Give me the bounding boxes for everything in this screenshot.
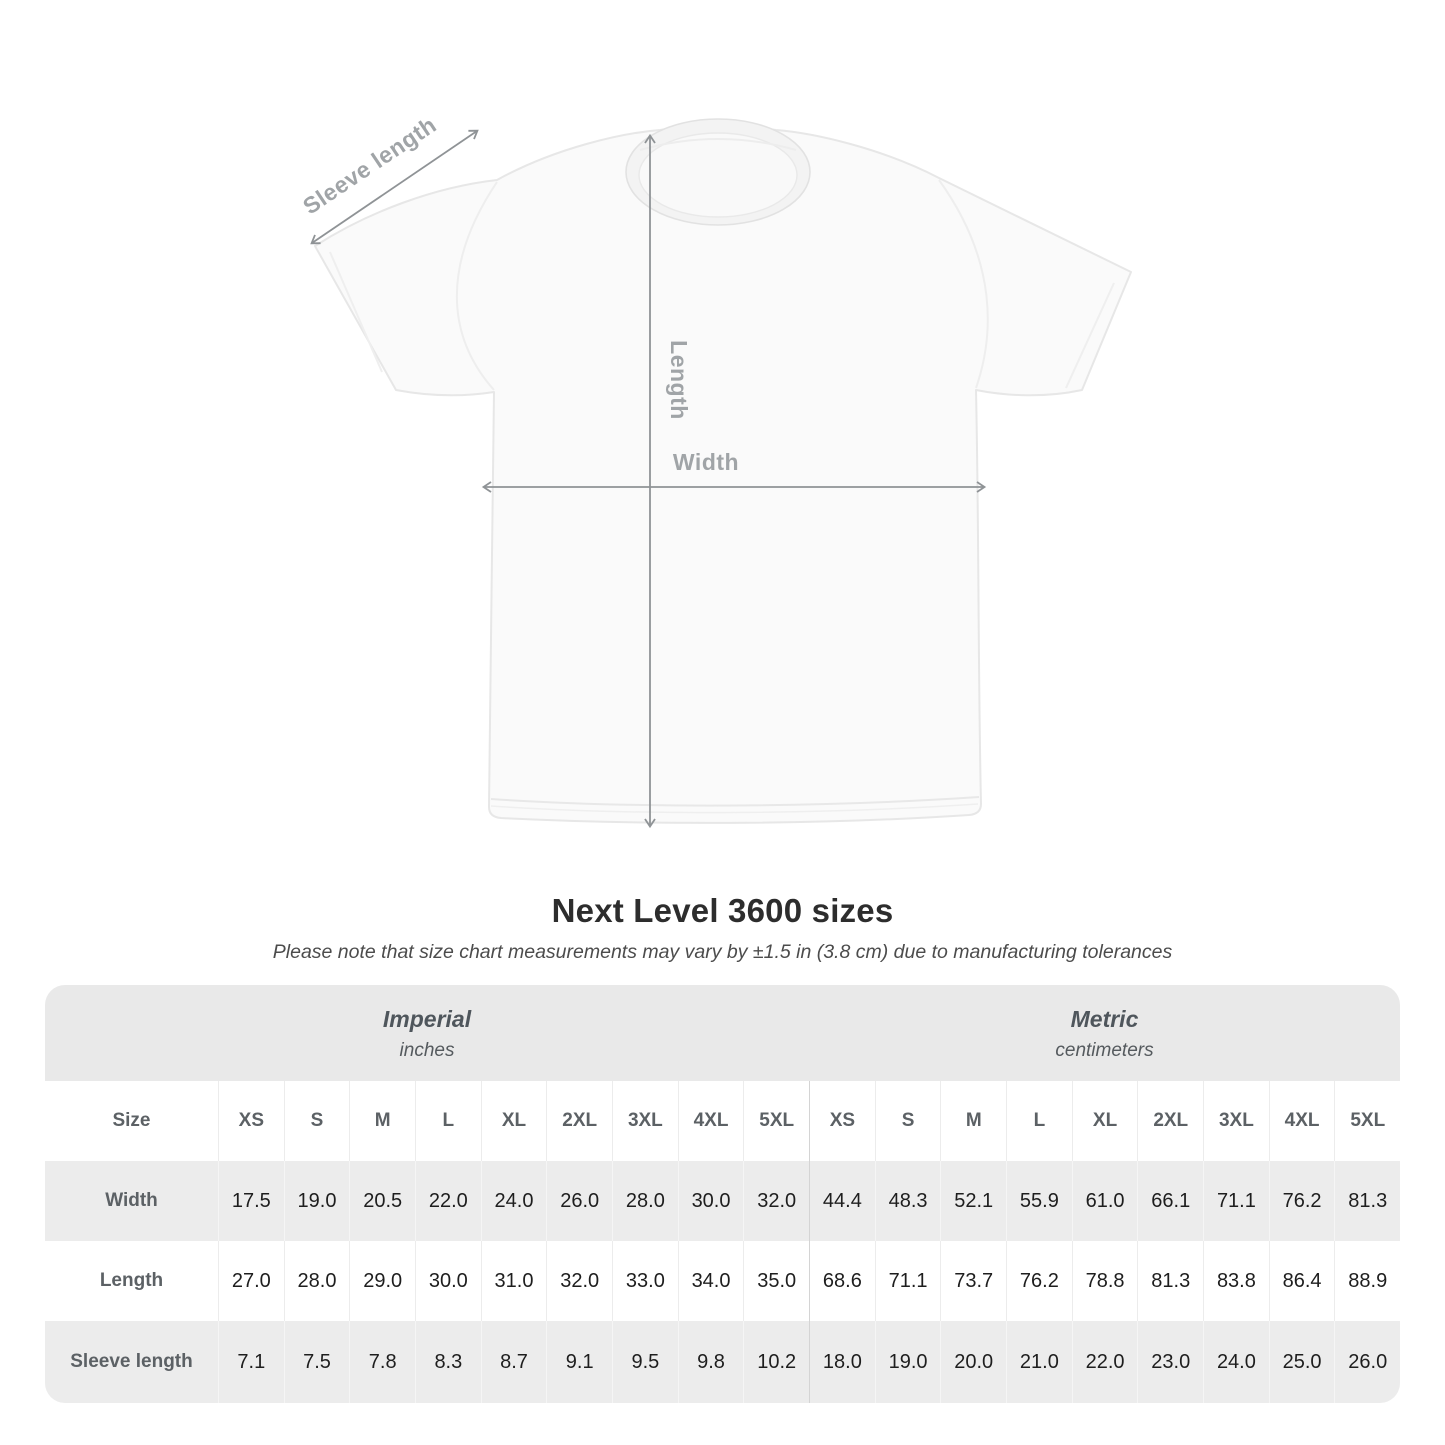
row-label-length: Length	[99, 1270, 164, 1291]
measurement-cell-length-imperial-l: 30.0	[415, 1241, 481, 1321]
row-label-sleeve-length: Sleeve length	[70, 1351, 193, 1372]
size-col-header-metric-l: L	[1006, 1081, 1072, 1161]
measurement-cell-width-metric-2xl: 66.1	[1137, 1161, 1203, 1241]
measurement-cell-sleeve_length-metric-5xl: 26.0	[1334, 1321, 1400, 1403]
size-col-header-imperial-3xl: 3XL	[612, 1081, 678, 1161]
size-col-header-imperial-5xl: 5XL	[743, 1081, 809, 1161]
measurement-cell-width-metric-xs: 44.4	[809, 1161, 875, 1241]
measurement-cell-sleeve_length-imperial-5xl: 10.2	[743, 1321, 809, 1403]
measurement-cell-length-metric-5xl: 88.9	[1334, 1241, 1400, 1321]
size-col-header-metric-2xl: 2XL	[1137, 1081, 1203, 1161]
measurement-cell-length-imperial-m: 29.0	[349, 1241, 415, 1321]
size-col-header-imperial-l: L	[415, 1081, 481, 1161]
measurement-cell-sleeve_length-metric-m: 20.0	[940, 1321, 1006, 1403]
measurement-cell-width-metric-4xl: 76.2	[1269, 1161, 1335, 1241]
unit-group-imperial	[45, 985, 809, 1081]
length-label: Length	[666, 340, 692, 420]
measurement-cell-length-imperial-s: 28.0	[284, 1241, 350, 1321]
size-col-header-metric-xl: XL	[1072, 1081, 1138, 1161]
measurement-cell-width-imperial-4xl: 30.0	[678, 1161, 744, 1241]
measurement-cell-sleeve_length-metric-s: 19.0	[875, 1321, 941, 1403]
size-table	[45, 985, 1400, 1403]
measurement-cell-length-metric-s: 71.1	[875, 1241, 941, 1321]
measurement-cell-sleeve_length-metric-xs: 18.0	[809, 1321, 875, 1403]
collar	[626, 119, 810, 225]
measurement-cell-width-imperial-s: 19.0	[284, 1161, 350, 1241]
measurement-cell-length-metric-2xl: 81.3	[1137, 1241, 1203, 1321]
measurement-cell-sleeve_length-metric-3xl: 24.0	[1203, 1321, 1269, 1403]
measurement-cell-width-metric-5xl: 81.3	[1334, 1161, 1400, 1241]
measurement-cell-length-imperial-5xl: 35.0	[743, 1241, 809, 1321]
size-header-row	[45, 1081, 1400, 1161]
row-length	[45, 1241, 1400, 1321]
width-label: Width	[672, 449, 740, 475]
measurement-cell-width-metric-s: 48.3	[875, 1161, 941, 1241]
size-col-header-imperial-xs: XS	[218, 1081, 284, 1161]
measurement-cell-sleeve_length-metric-l: 21.0	[1006, 1321, 1072, 1403]
size-col-header-metric-xs: XS	[809, 1081, 875, 1161]
measurement-cell-width-metric-l: 55.9	[1006, 1161, 1072, 1241]
measurement-cell-sleeve_length-imperial-m: 7.8	[349, 1321, 415, 1403]
measurement-cell-sleeve_length-metric-xl: 22.0	[1072, 1321, 1138, 1403]
measurement-cell-sleeve_length-imperial-4xl: 9.8	[678, 1321, 744, 1403]
measurement-cell-length-imperial-3xl: 33.0	[612, 1241, 678, 1321]
measurement-cell-length-imperial-xl: 31.0	[481, 1241, 547, 1321]
measurement-cell-width-imperial-m: 20.5	[349, 1161, 415, 1241]
metric-label: Metric	[1070, 1006, 1139, 1032]
measurement-cell-width-imperial-3xl: 28.0	[612, 1161, 678, 1241]
imperial-label: Imperial	[382, 1006, 472, 1032]
unit-group-band	[45, 985, 1400, 1081]
size-col-header-imperial-m: M	[349, 1081, 415, 1161]
measurement-cell-sleeve_length-imperial-3xl: 9.5	[612, 1321, 678, 1403]
size-col-header-metric-3xl: 3XL	[1203, 1081, 1269, 1161]
size-col-header-imperial-2xl: 2XL	[546, 1081, 612, 1161]
size-col-header-metric-5xl: 5XL	[1334, 1081, 1400, 1161]
measurement-cell-length-metric-3xl: 83.8	[1203, 1241, 1269, 1321]
row-sleeve_length	[45, 1321, 1400, 1403]
measurement-cell-length-metric-4xl: 86.4	[1269, 1241, 1335, 1321]
measurement-cell-length-imperial-4xl: 34.0	[678, 1241, 744, 1321]
measurement-cell-length-imperial-2xl: 32.0	[546, 1241, 612, 1321]
page-subtitle: Please note that size chart measurements may vary by ±1.5 in (3.8 cm) due to manufacturing tolerances	[272, 941, 1173, 963]
measurement-cell-sleeve_length-imperial-l: 8.3	[415, 1321, 481, 1403]
measurement-cell-width-imperial-xs: 17.5	[218, 1161, 284, 1241]
measurement-cell-length-metric-l: 76.2	[1006, 1241, 1072, 1321]
row-width	[45, 1161, 1400, 1241]
measurement-cell-width-imperial-5xl: 32.0	[743, 1161, 809, 1241]
measurement-cell-sleeve_length-imperial-xl: 8.7	[481, 1321, 547, 1403]
size-col-header-imperial-4xl: 4XL	[678, 1081, 744, 1161]
row-label-width: Width	[105, 1190, 158, 1211]
measurement-cell-width-imperial-xl: 24.0	[481, 1161, 547, 1241]
sleeve-length-label: Sleeve length	[298, 111, 441, 220]
page-title: Next Level 3600 sizes	[551, 892, 894, 929]
measurement-cell-width-metric-m: 52.1	[940, 1161, 1006, 1241]
measurement-cell-width-metric-xl: 61.0	[1072, 1161, 1138, 1241]
imperial-sublabel: inches	[399, 1040, 455, 1061]
size-col-header-metric-4xl: 4XL	[1269, 1081, 1335, 1161]
measurement-cell-sleeve_length-metric-2xl: 23.0	[1137, 1321, 1203, 1403]
measurement-cell-sleeve_length-imperial-xs: 7.1	[218, 1321, 284, 1403]
measurement-cell-length-metric-m: 73.7	[940, 1241, 1006, 1321]
measurement-cell-length-imperial-xs: 27.0	[218, 1241, 284, 1321]
size-header-label: Size	[112, 1110, 151, 1131]
measurement-cell-width-metric-3xl: 71.1	[1203, 1161, 1269, 1241]
metric-sublabel: centimeters	[1055, 1040, 1154, 1061]
measurement-cell-length-metric-xs: 68.6	[809, 1241, 875, 1321]
unit-group-metric	[809, 985, 1400, 1081]
measurement-cell-width-imperial-2xl: 26.0	[546, 1161, 612, 1241]
size-col-header-metric-s: S	[875, 1081, 941, 1161]
measurement-cell-width-imperial-l: 22.0	[415, 1161, 481, 1241]
measurement-cell-sleeve_length-metric-4xl: 25.0	[1269, 1321, 1335, 1403]
measurement-cell-length-metric-xl: 78.8	[1072, 1241, 1138, 1321]
size-col-header-metric-m: M	[940, 1081, 1006, 1161]
measurement-cell-sleeve_length-imperial-2xl: 9.1	[546, 1321, 612, 1403]
size-col-header-imperial-xl: XL	[481, 1081, 547, 1161]
size-col-header-imperial-s: S	[284, 1081, 350, 1161]
measurement-cell-sleeve_length-imperial-s: 7.5	[284, 1321, 350, 1403]
